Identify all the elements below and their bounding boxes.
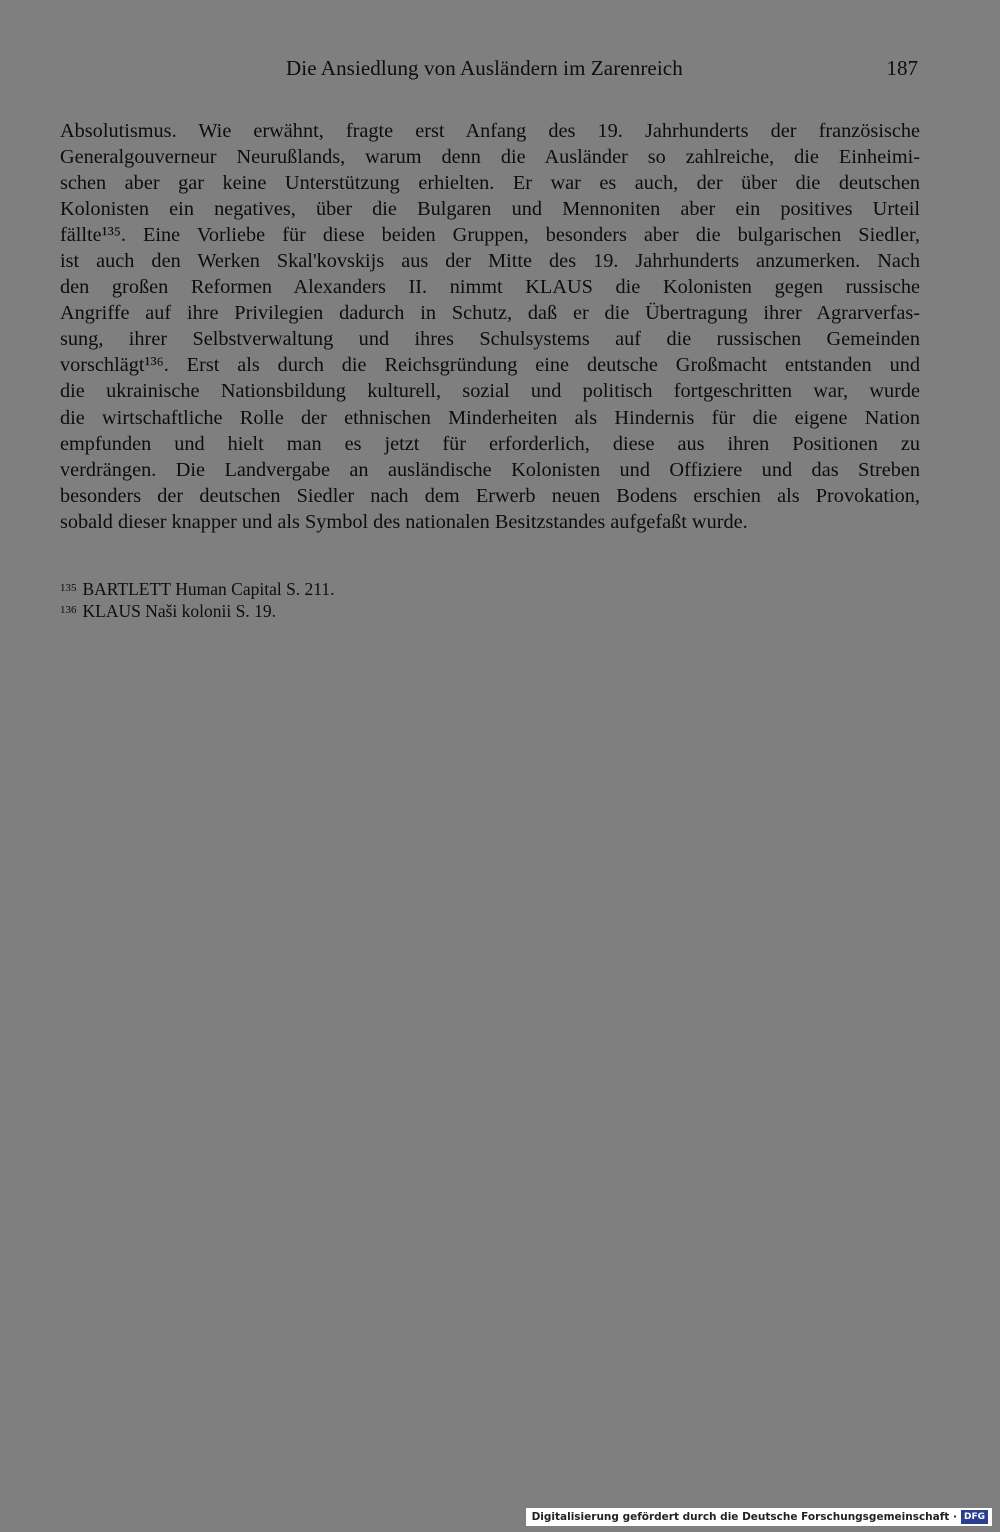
page-number: 187	[886, 56, 918, 80]
text-line: empfunden und hielt man es jetzt für erforderlich, diese aus ihren Positionen zu	[60, 432, 920, 455]
credit-text: Digitalisierung gefördert durch die Deutsche Forschungsgemeinschaft ·	[531, 1511, 957, 1523]
footnote-number: 136	[60, 604, 77, 616]
footnotes	[60, 578, 920, 622]
text-line: sung, ihrer Selbstverwaltung und ihres Schulsystems auf die russischen Gemeinden	[60, 328, 920, 351]
text-line: die ukrainische Nationsbildung kulturell, sozial und politisch fortgeschritten war, wurde	[60, 380, 920, 403]
footnote-text: Naši kolonii S. 19.	[145, 601, 276, 621]
text-line: den großen Reformen Alexanders II. nimmt KLAUS die Kolonisten gegen russische	[60, 276, 920, 299]
text-line: sobald dieser knapper und als Symbol des nationalen Besitzstandes aufgefaßt wurde.	[60, 510, 748, 533]
text-line: Absolutismus. Wie erwähnt, fragte erst Anfang des 19. Jahrhunderts der französische	[60, 120, 920, 142]
dfg-logo-icon: DFG	[961, 1510, 988, 1524]
footnote-number: 135	[60, 582, 77, 594]
digitization-credit	[526, 1508, 992, 1526]
running-title: Die Ansiedlung von Ausländern im Zarenreich	[286, 56, 683, 80]
footnote-author: KLAUS	[82, 601, 141, 621]
text-line: die wirtschaftliche Rolle der ethnischen Minderheiten als Hindernis für die eigene Nation	[60, 406, 920, 429]
text-line: verdrängen. Die Landvergabe an ausländische Kolonisten und Offiziere und das Streben	[60, 458, 920, 481]
text-line: schen aber gar keine Unterstützung erhielten. Er war es auch, der über die deutschen	[60, 172, 920, 195]
footnote	[60, 578, 920, 600]
text-line: fällte¹³⁵. Eine Vorliebe für diese beiden Gruppen, besonders aber die bulgarischen Siedler,	[60, 224, 920, 247]
text-line: Generalgouverneur Neurußlands, warum denn die Ausländer so zahlreiche, die Einheimi-	[60, 146, 920, 169]
footnote-author: BARTLETT	[82, 579, 171, 599]
running-head	[60, 56, 920, 86]
text-line: besonders der deutschen Siedler nach dem Erwerb neuen Bodens erschien als Provokation,	[60, 484, 920, 507]
text-line: ist auch den Werken Skal'kovskijs aus der Mitte des 19. Jahrhunderts anzumerken. Nach	[60, 250, 920, 273]
text-line: Kolonisten ein negatives, über die Bulgaren und Mennoniten aber ein positives Urteil	[60, 198, 920, 221]
text-line: vorschlägt¹³⁶. Erst als durch die Reichsgründung eine deutsche Großmacht entstanden und	[60, 354, 920, 377]
footnote-text: Human Capital S. 211.	[175, 579, 335, 599]
body-paragraph	[60, 118, 920, 535]
footnote	[60, 600, 920, 622]
text-line: Angriffe auf ihre Privilegien dadurch in Schutz, daß er die Übertragung ihrer Agrarverfas-	[60, 302, 920, 325]
